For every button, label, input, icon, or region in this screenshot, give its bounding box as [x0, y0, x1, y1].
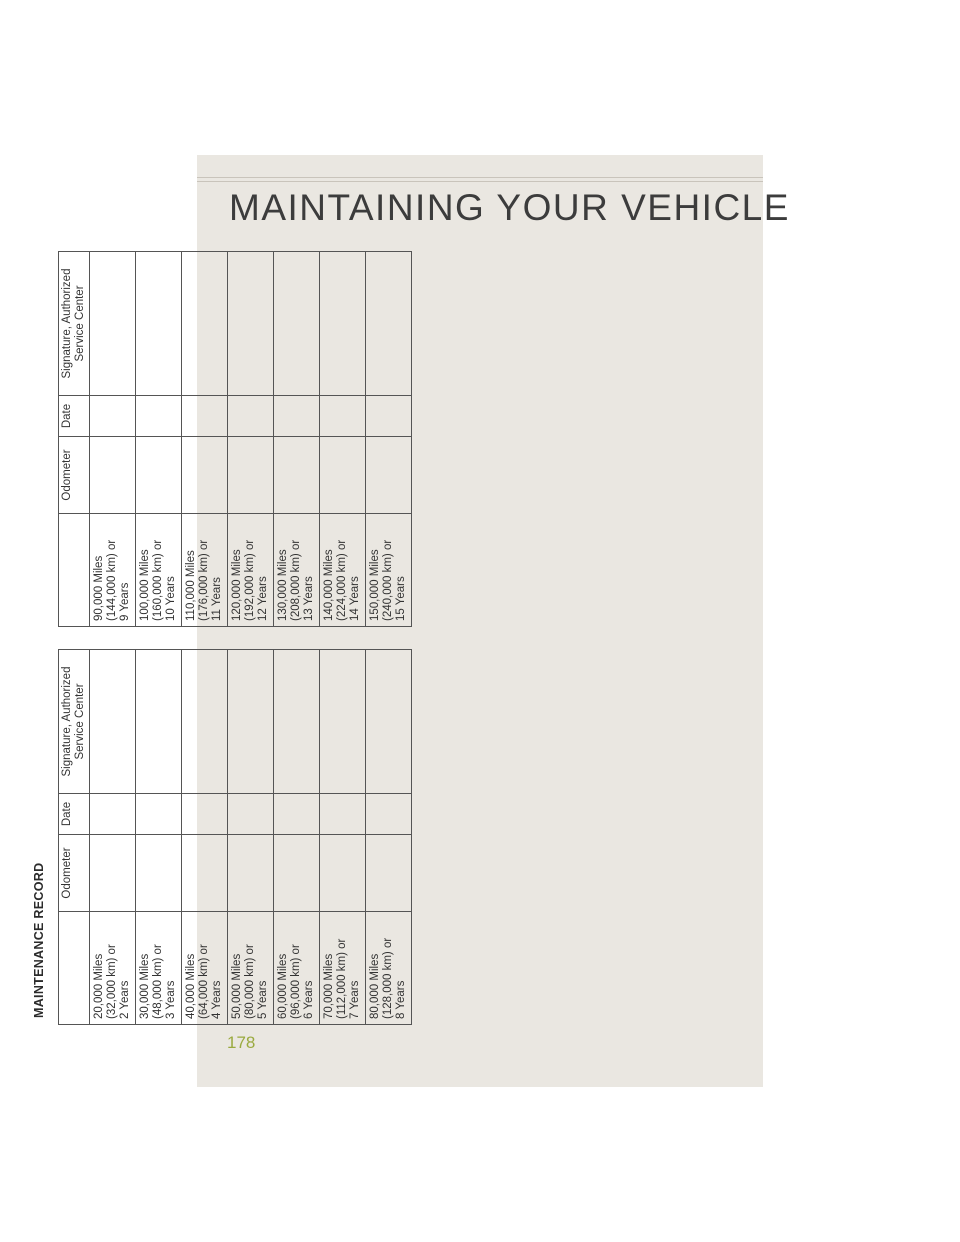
- odometer-cell[interactable]: [274, 437, 320, 514]
- header-rule-top: [197, 177, 763, 178]
- signature-cell[interactable]: [320, 252, 366, 396]
- table-row: [274, 252, 320, 627]
- odometer-cell[interactable]: [90, 437, 136, 514]
- signature-cell[interactable]: [274, 650, 320, 794]
- interval-cell: 120,000 Miles (192,000 km) or 12 Years: [228, 514, 274, 627]
- interval-cell: 60,000 Miles (96,000 km) or 6 Years: [274, 912, 320, 1025]
- signature-cell[interactable]: [228, 252, 274, 396]
- date-cell[interactable]: [182, 396, 228, 437]
- table-row: [366, 252, 412, 627]
- interval-cell: 140,000 Miles (224,000 km) or 14 Years: [320, 514, 366, 627]
- signature-column-header: Signature, Authorized Service Center: [59, 650, 90, 794]
- date-cell[interactable]: [274, 396, 320, 437]
- table-header-row: [59, 252, 90, 627]
- table-row: [136, 650, 182, 1025]
- table-row: [182, 252, 228, 627]
- table-row: [320, 252, 366, 627]
- maintenance-record-table-left: [58, 649, 412, 1025]
- signature-column-header: Signature, Authorized Service Center: [59, 252, 90, 396]
- table-row: [274, 650, 320, 1025]
- date-cell[interactable]: [366, 794, 412, 835]
- date-column-header: Date: [59, 794, 90, 835]
- odometer-column-header: Odometer: [59, 835, 90, 912]
- date-cell[interactable]: [228, 794, 274, 835]
- table-row: [182, 650, 228, 1025]
- signature-cell[interactable]: [90, 252, 136, 396]
- signature-cell[interactable]: [182, 650, 228, 794]
- signature-cell[interactable]: [366, 650, 412, 794]
- table-row: [90, 252, 136, 627]
- odometer-cell[interactable]: [228, 437, 274, 514]
- page-header-title: MAINTAINING YOUR VEHICLE: [229, 187, 790, 228]
- interval-cell: 30,000 Miles (48,000 km) or 3 Years: [136, 912, 182, 1025]
- date-column-header: Date: [59, 396, 90, 437]
- signature-cell[interactable]: [320, 650, 366, 794]
- signature-cell[interactable]: [228, 650, 274, 794]
- table-row: [320, 650, 366, 1025]
- odometer-cell[interactable]: [90, 835, 136, 912]
- date-cell[interactable]: [136, 794, 182, 835]
- date-cell[interactable]: [182, 794, 228, 835]
- table-row: [366, 650, 412, 1025]
- interval-cell: 70,000 Miles (112,000 km) or 7 Years: [320, 912, 366, 1025]
- odometer-cell[interactable]: [320, 835, 366, 912]
- interval-cell: 130,000 Miles (208,000 km) or 13 Years: [274, 514, 320, 627]
- odometer-cell[interactable]: [228, 835, 274, 912]
- odometer-cell[interactable]: [274, 835, 320, 912]
- date-cell[interactable]: [136, 396, 182, 437]
- date-cell[interactable]: [90, 794, 136, 835]
- date-cell[interactable]: [90, 396, 136, 437]
- signature-cell[interactable]: [366, 252, 412, 396]
- signature-cell[interactable]: [136, 252, 182, 396]
- odometer-column-header: Odometer: [59, 437, 90, 514]
- interval-cell: 100,000 Miles (160,000 km) or 10 Years: [136, 514, 182, 627]
- date-cell[interactable]: [228, 396, 274, 437]
- header-rule-bottom: [197, 181, 763, 182]
- interval-cell: 20,000 Miles (32,000 km) or 2 Years: [90, 912, 136, 1025]
- interval-column-header: [59, 514, 90, 627]
- date-cell[interactable]: [320, 396, 366, 437]
- page-number: 178: [227, 1033, 256, 1052]
- table-header-row: [59, 650, 90, 1025]
- odometer-cell[interactable]: [366, 835, 412, 912]
- signature-cell[interactable]: [90, 650, 136, 794]
- interval-cell: 50,000 Miles (80,000 km) or 5 Years: [228, 912, 274, 1025]
- interval-cell: 40,000 Miles (64,000 km) or 4 Years: [182, 912, 228, 1025]
- odometer-cell[interactable]: [182, 835, 228, 912]
- table-row: [228, 252, 274, 627]
- odometer-cell[interactable]: [136, 437, 182, 514]
- table-row: [136, 252, 182, 627]
- date-cell[interactable]: [274, 794, 320, 835]
- interval-cell: 150,000 Miles (240,000 km) or 15 Years: [366, 514, 412, 627]
- section-title: MAINTENANCE RECORD: [32, 862, 46, 1018]
- interval-column-header: [59, 912, 90, 1025]
- odometer-cell[interactable]: [136, 835, 182, 912]
- signature-cell[interactable]: [136, 650, 182, 794]
- interval-cell: 110,000 Miles (176,000 km) or 11 Years: [182, 514, 228, 627]
- signature-cell[interactable]: [274, 252, 320, 396]
- table-row: [90, 650, 136, 1025]
- interval-cell: 90,000 Miles (144,000 km) or 9 Years: [90, 514, 136, 627]
- date-cell[interactable]: [320, 794, 366, 835]
- table-row: [228, 650, 274, 1025]
- interval-cell: 80,000 Miles (128,000 km) or 8 Years: [366, 912, 412, 1025]
- signature-cell[interactable]: [182, 252, 228, 396]
- odometer-cell[interactable]: [320, 437, 366, 514]
- odometer-cell[interactable]: [366, 437, 412, 514]
- date-cell[interactable]: [366, 396, 412, 437]
- maintenance-record-table-right: [58, 251, 412, 627]
- odometer-cell[interactable]: [182, 437, 228, 514]
